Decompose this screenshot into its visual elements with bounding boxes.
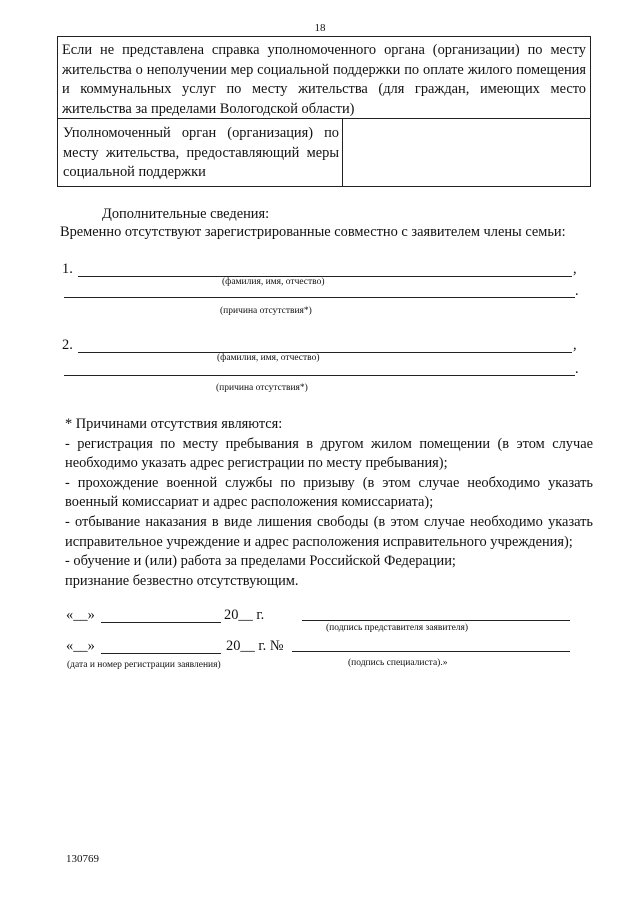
additional-info-heading: Дополнительные сведения: [102,206,270,222]
absent-members-intro: Временно отсутствуют зарегистрированные совместно с заявителем члены семьи: [60,224,566,240]
table-cell-certificate-note: Если не представлена справка уполномоченного органа (организации) по месту жительства о неполучении мер социальной поддержки по оплате жилого помещения и коммунальных услуг по месту жительства (для граждан, имеющих место жительства за пределами Вологодской области) [62,42,586,117]
reason-item: - прохождение военной службы по призыву (в этом случае необходимо указать военный комиссариат и адрес расположения комиссариата); [65,474,593,511]
member-2-reason-field[interactable] [64,375,575,376]
absence-reasons-list [65,415,593,591]
info-table [57,36,591,187]
date-month-field-1[interactable] [101,622,221,623]
document-code: 130769 [66,853,99,865]
date-day-1: «__» [66,607,95,623]
date-month-field-2[interactable] [101,653,221,654]
member-1-name-field[interactable] [78,276,572,277]
member-1-reason-field[interactable] [64,297,575,298]
table-cell-authority-value[interactable] [343,119,590,186]
member-2-comma: , [573,337,577,353]
table-row [58,37,590,119]
member-2-reason-caption: (причина отсутствия*) [216,383,308,393]
table-cell-label [58,119,343,186]
reason-item: - обучение и (или) работа за пределами Российской Федерации; [65,553,456,570]
member-1-reason-caption: (причина отсутствия*) [220,306,312,316]
member-1-comma: , [573,261,577,277]
table-cell-authority-label: Уполномоченный орган (организация) по месту жительства, предоставляющий меры социальной поддержки [63,125,339,180]
member-2-name-field[interactable] [78,352,572,353]
specialist-signature-caption: (подпись специалиста).» [348,658,448,668]
member-2-number: 2. [62,337,73,353]
applicant-signature-field[interactable] [302,620,570,621]
reason-item: - отбывание наказания в виде лишения свободы (в этом случае необходимо указать исправительное учреждение и адрес расположения исправительного учреждения); [65,513,593,550]
reason-item: признание безвестно отсутствующим. [65,572,299,589]
member-2-name-caption: (фамилия, имя, отчество) [217,353,320,363]
date-year-number-2: 20__ г. № [226,638,284,654]
member-2-period: . [575,361,579,377]
reasons-heading: * Причинами отсутствия являются: [65,416,283,432]
registration-caption: (дата и номер регистрации заявления) [67,660,221,670]
date-year-1: 20__ г. [224,607,265,623]
page-number: 18 [314,22,326,34]
registration-number-field[interactable] [292,651,570,652]
applicant-signature-caption: (подпись представителя заявителя) [326,623,469,633]
reason-item: - регистрация по месту пребывания в другом жилом помещении (в этом случае необходимо указать адрес регистрации по месту пребывания); [65,435,593,472]
date-day-2: «__» [66,638,95,654]
member-1-name-caption: (фамилия, имя, отчество) [222,277,325,287]
member-1-period: . [575,283,579,299]
member-1-number: 1. [62,261,73,277]
